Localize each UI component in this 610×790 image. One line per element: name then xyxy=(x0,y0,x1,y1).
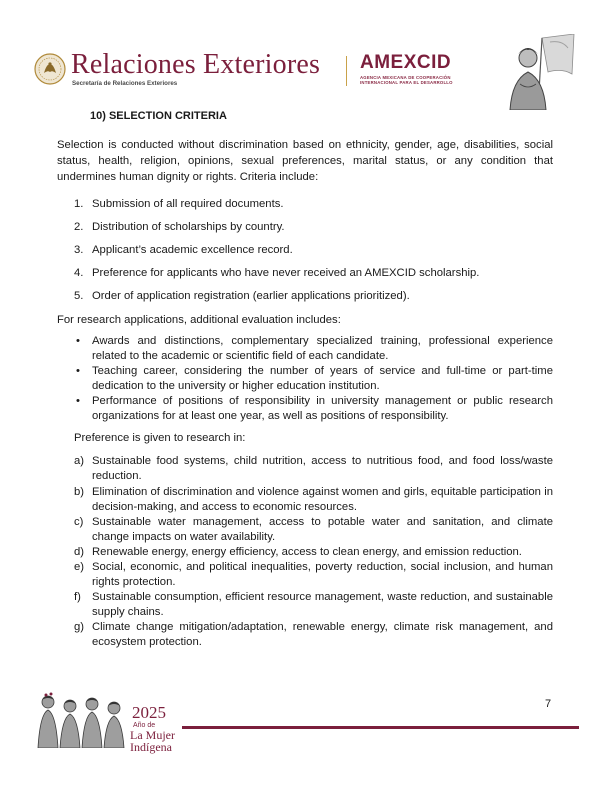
page-number: 7 xyxy=(545,698,552,710)
criteria-number: 1. xyxy=(74,198,84,210)
research-bullet xyxy=(74,394,553,424)
preference-item xyxy=(74,545,553,560)
preference-item xyxy=(74,454,553,484)
footer-small-text: Año de xyxy=(133,722,156,729)
criteria-number: 3. xyxy=(74,244,84,256)
item-text: Social, economic, and political inequalities, poverty reduction, social inclusion, and human rights protection. xyxy=(92,561,553,588)
criteria-item xyxy=(74,242,544,258)
item-letter: c) xyxy=(74,516,84,528)
item-letter: d) xyxy=(74,546,85,558)
criteria-number: 4. xyxy=(74,267,84,279)
partner-logo: AMEXCID xyxy=(360,52,452,73)
bullet-text: Teaching career, considering the number of years of service and full-time or part-time dedication to the university or higher education institution. xyxy=(92,365,553,392)
footer-year: 2025 xyxy=(132,703,166,722)
item-text: Sustainable food systems, child nutrition, access to nutritious food, and food loss/waste reduction. xyxy=(92,455,553,482)
indigenous-women-illustration-icon xyxy=(34,688,130,748)
criteria-item xyxy=(74,265,544,281)
criteria-number: 2. xyxy=(74,221,84,233)
brand-subtitle: Secretaría de Relaciones Exteriores xyxy=(72,80,178,87)
heroine-with-flag-icon xyxy=(502,34,578,110)
item-letter: e) xyxy=(74,561,85,573)
partner-subtitle-2: INTERNACIONAL PARA EL DESARROLLO xyxy=(360,80,453,85)
footer-bar xyxy=(182,726,579,729)
item-letter: a) xyxy=(74,455,85,467)
criteria-text: Order of application registration (earlier applications prioritized). xyxy=(92,290,410,302)
section-title: 10) SELECTION CRITERIA xyxy=(90,110,227,122)
eagle-seal-icon xyxy=(34,53,66,85)
criteria-item xyxy=(74,288,544,304)
preference-item xyxy=(74,515,553,545)
bullet-icon: • xyxy=(76,395,80,407)
criteria-text: Distribution of scholarships by country. xyxy=(92,221,285,233)
preference-item xyxy=(74,560,553,590)
criteria-text: Applicant’s academic excellence record. xyxy=(92,244,293,256)
criteria-item xyxy=(74,196,544,212)
research-bullet xyxy=(74,364,553,394)
research-bullet xyxy=(74,334,553,364)
bullet-text: Performance of positions of responsibility in university management or public research organizations for at least one year, as well as positions of responsibility. xyxy=(92,395,553,422)
criteria-text: Preference for applicants who have never received an AMEXCID scholarship. xyxy=(92,267,480,279)
criteria-item xyxy=(74,219,544,235)
preference-item xyxy=(74,485,553,515)
item-letter: f) xyxy=(74,591,81,603)
research-intro: For research applications, additional evaluation includes: xyxy=(57,314,341,326)
preference-intro: Preference is given to research in: xyxy=(74,432,246,444)
item-text: Climate change mitigation/adaptation, renewable energy, climate risk management, and ecosystem protection. xyxy=(92,621,553,648)
brand-title: Relaciones Exteriores xyxy=(71,49,321,80)
item-letter: b) xyxy=(74,486,85,498)
item-text: Elimination of discrimination and violence against women and girls, equitable participation in decision-making, and access to economic resources. xyxy=(92,486,553,513)
criteria-number: 5. xyxy=(74,290,84,302)
bullet-icon: • xyxy=(76,365,80,377)
preference-item xyxy=(74,620,553,650)
intro-paragraph: Selection is conducted without discrimination based on ethnicity, gender, age, disabilities, social status, health, religion, opinions, sexual preferences, marital status, or any condition that undermines human dignity or rights. Criteria include: xyxy=(57,139,553,183)
partner-subtitle-1: AGENCIA MEXICANA DE COOPERACIÓN xyxy=(360,75,451,80)
preference-item xyxy=(74,590,553,620)
item-text: Sustainable consumption, efficient resource management, waste reduction, and sustainable supply chains. xyxy=(92,591,553,618)
bullet-text: Awards and distinctions, complementary specialized training, professional experience related to the academic or scientific field of each candidate. xyxy=(92,335,553,362)
item-text: Sustainable water management, access to potable water and sanitation, and climate change impacts on water availability. xyxy=(92,516,553,543)
footer-line-1: La Mujer xyxy=(130,728,175,742)
logo-divider xyxy=(346,56,347,86)
bullet-icon: • xyxy=(76,335,80,347)
footer-line-2: Indígena xyxy=(130,740,172,754)
page-header xyxy=(0,0,610,110)
criteria-text: Submission of all required documents. xyxy=(92,198,284,210)
item-text: Renewable energy, energy efficiency, access to clean energy, and emission reduction. xyxy=(92,546,522,558)
item-letter: g) xyxy=(74,621,85,633)
